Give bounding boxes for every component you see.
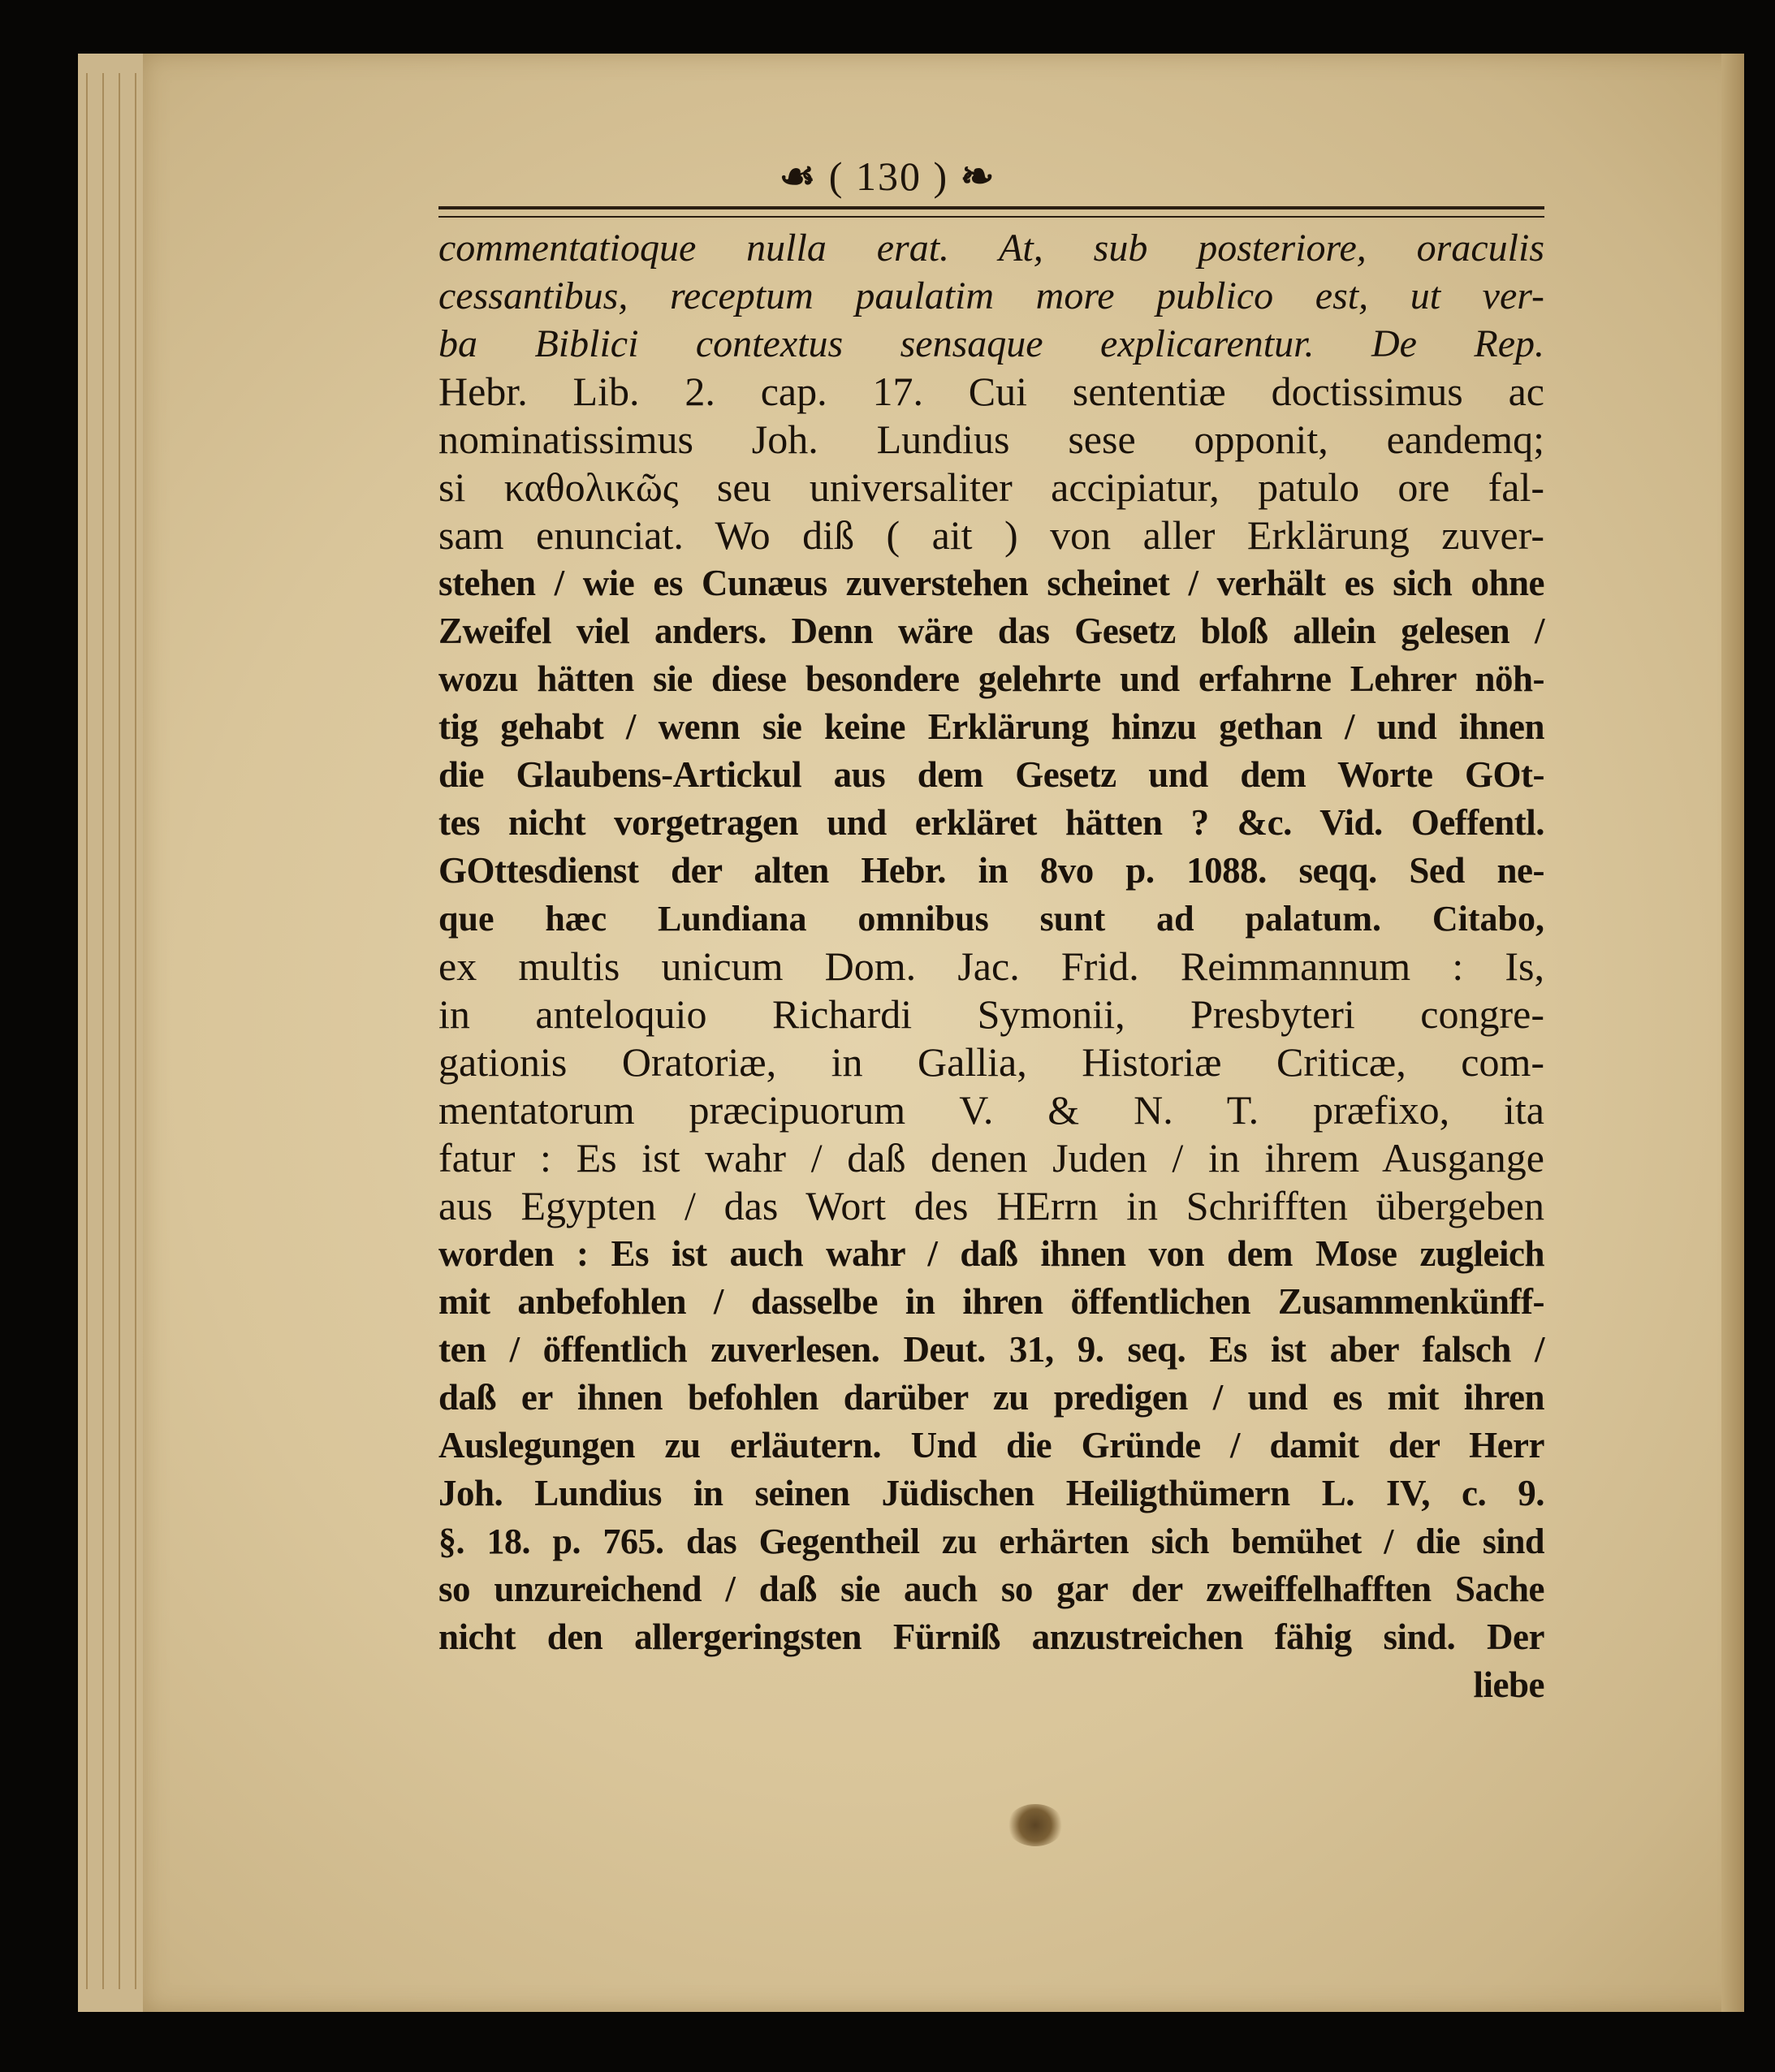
text-line: tes nicht vorgetragen und erkläret hätten ? &c. Vid. Oeffentl.	[438, 802, 1544, 843]
text-line: mit anbefohlen / dasselbe in ihren öffentlichen Zusammenkünff-	[438, 1281, 1544, 1322]
catchword: liebe	[1473, 1664, 1544, 1705]
text-line: so unzureichend / daß sie auch so gar der zweiffelhafften Sache	[438, 1569, 1544, 1609]
page-number: 130	[855, 153, 922, 199]
text-line: commentatioque nulla erat. At, sub posteriore, oraculis	[438, 227, 1544, 270]
text-line: nominatissimus Joh. Lundius sese opponit, eandemq;	[438, 417, 1544, 462]
text-line: fatur : Es ist wahr / daß denen Juden / in ihrem Ausgange	[438, 1135, 1544, 1181]
book-gutter	[1721, 54, 1744, 2012]
page-edge-line	[86, 73, 88, 1989]
text-line: GOttesdienst der alten Hebr. in 8vo p. 1088. seqq. Sed ne-	[438, 850, 1544, 891]
text-line: cessantibus, receptum paulatim more publico est, ut ver-	[438, 274, 1544, 317]
running-header: ☙ ( 130 ) ❧	[779, 153, 996, 199]
page-edge-line	[102, 73, 104, 1989]
text-line: stehen / wie es Cunæus zuverstehen scheinet / verhält es sich ohne	[438, 563, 1544, 603]
text-line: ba Biblici contextus sensaque explicarentur. De Rep.	[438, 322, 1544, 365]
page-edge-line	[119, 73, 120, 1989]
text-line: in anteloquio Richardi Symonii, Presbyteri congre-	[438, 991, 1544, 1037]
header-left-ornament-icon: ☙	[779, 153, 818, 199]
text-line: aus Egypten / das Wort des HErrn in Schrifften übergeben	[438, 1183, 1544, 1228]
header-right-ornament-icon: ❧	[960, 153, 996, 199]
text-line: mentatorum præcipuorum V. & N. T. præfixo, ita	[438, 1087, 1544, 1133]
text-line: sam enunciat. Wo diß ( ait ) von aller Erklärung zuver-	[438, 512, 1544, 558]
text-line: Joh. Lundius in seinen Jüdischen Heiligthümern L. IV, c. 9.	[438, 1473, 1544, 1513]
text-line: worden : Es ist auch wahr / daß ihnen von dem Mose zugleich	[438, 1233, 1544, 1274]
page-edge-line	[135, 73, 136, 1989]
text-line: die Glaubens-Artickul aus dem Gesetz und dem Worte GOt-	[438, 754, 1544, 795]
text-line: tig gehabt / wenn sie keine Erklärung hinzu gethan / und ihnen	[438, 706, 1544, 747]
text-line: Hebr. Lib. 2. cap. 17. Cui sententiæ doctissimus ac	[438, 369, 1544, 414]
text-line: Auslegungen zu erläutern. Und die Gründe / damit der Herr	[438, 1425, 1544, 1466]
text-line: ten / öffentlich zuverlesen. Deut. 31, 9. seq. Es ist aber falsch /	[438, 1329, 1544, 1370]
text-line: daß er ihnen befohlen darüber zu predigen / und es mit ihren	[438, 1377, 1544, 1418]
body-text	[438, 224, 1544, 1709]
header-rule	[438, 206, 1544, 218]
text-line: wozu hätten sie diese besondere gelehrte und erfahrne Lehrer nöh-	[438, 658, 1544, 699]
text-line: nicht den allergeringsten Fürniß anzustreichen fähig sind. Der	[438, 1617, 1544, 1657]
text-line: §. 18. p. 765. das Gegentheil zu erhärten sich bemühet / die sind	[438, 1522, 1544, 1561]
text-line: que hæc Lundiana omnibus sunt ad palatum. Citabo,	[438, 899, 1544, 939]
text-line: ex multis unicum Dom. Jac. Frid. Reimmannum : Is,	[438, 943, 1544, 989]
text-line: si καθολικῶς seu universaliter accipiatur, patulo ore fal-	[438, 464, 1544, 510]
text-line: gationis Oratoriæ, in Gallia, Historiæ Criticæ, com-	[438, 1039, 1544, 1085]
ink-stain	[1007, 1804, 1064, 1846]
text-line: Zweifel viel anders. Denn wäre das Gesetz bloß allein gelesen /	[438, 611, 1544, 651]
